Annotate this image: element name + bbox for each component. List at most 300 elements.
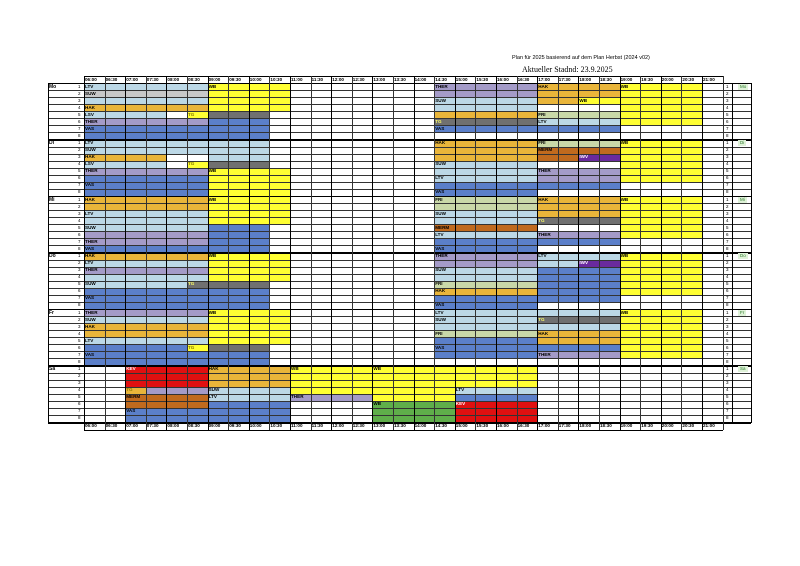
grid-line: [558, 76, 559, 430]
grid-line: [48, 401, 751, 402]
row-number: 5: [78, 168, 81, 174]
row-number-right: 3: [726, 210, 729, 216]
block-label: FRI: [538, 111, 546, 117]
time-label: 17:00: [538, 76, 550, 82]
block-label: VAS: [126, 408, 136, 414]
row-number-right: 2: [726, 373, 729, 379]
grid-line: [84, 430, 723, 431]
block-label: LSV: [85, 161, 94, 167]
row-number-right: 8: [726, 245, 729, 251]
schedule-block[interactable]: [434, 316, 537, 323]
row-number-right: 5: [726, 224, 729, 230]
row-number: 6: [78, 288, 81, 294]
block-label: HAK: [85, 323, 95, 329]
grid-line: [48, 210, 751, 211]
schedule-block[interactable]: [434, 90, 537, 97]
block-label: WB: [208, 196, 217, 202]
row-number: 4: [78, 330, 81, 336]
block-label: THER: [291, 394, 304, 400]
time-label: 09:00: [208, 76, 221, 82]
block-label: SUW: [85, 224, 96, 230]
schedule-block[interactable]: [434, 97, 537, 104]
grid-line: [48, 161, 751, 162]
block-label: VAS: [85, 182, 95, 188]
time-label: 16:00: [497, 76, 509, 82]
time-label: 10:30: [270, 76, 283, 82]
block-label: SUW: [435, 267, 446, 273]
grid-line: [48, 147, 751, 148]
row-number: 6: [78, 401, 81, 407]
row-number: 6: [78, 175, 81, 181]
block-label: LTV: [85, 83, 94, 89]
row-number-right: 2: [726, 147, 729, 153]
time-label: 12:00: [332, 76, 344, 82]
schedule-block[interactable]: [434, 344, 537, 351]
grid-line: [48, 415, 751, 416]
time-label: 20:00: [661, 76, 674, 82]
row-number: 3: [78, 210, 81, 216]
time-label: 12:30: [352, 423, 365, 428]
row-number: 4: [78, 217, 81, 223]
row-number-right: 3: [726, 154, 729, 160]
grid-line: [732, 83, 733, 423]
grid-line: [48, 274, 751, 275]
schedule-block[interactable]: [208, 344, 270, 351]
schedule-block[interactable]: [434, 337, 537, 344]
block-label: WB: [620, 83, 629, 89]
row-number: 1: [78, 366, 81, 371]
grid-line: [48, 253, 751, 254]
block-label: SUW: [435, 316, 446, 322]
time-label: 20:30: [682, 423, 695, 428]
block-label: VAS: [85, 351, 95, 357]
time-label: 10:00: [249, 423, 262, 428]
block-label: HAK: [435, 140, 446, 145]
schedule-block[interactable]: [434, 161, 537, 168]
time-label: 11:30: [311, 76, 324, 82]
grid-line: [434, 76, 435, 430]
schedule-block[interactable]: [434, 288, 537, 295]
schedule-block[interactable]: [434, 182, 537, 189]
block-label: TG: [538, 316, 545, 322]
schedule-block[interactable]: [434, 302, 537, 309]
grid-line: [48, 260, 751, 261]
row-number-right: 1: [726, 140, 729, 145]
block-label: WB: [620, 140, 629, 145]
grid-line: [661, 76, 662, 430]
grid-line: [48, 394, 751, 395]
time-label: 20:30: [682, 76, 695, 82]
grid-line: [48, 238, 751, 239]
schedule-block[interactable]: [434, 111, 537, 118]
block-label: SUW: [435, 161, 446, 167]
day-tag: Fr: [740, 309, 745, 315]
time-label: 11:00: [291, 76, 303, 82]
row-number: 6: [78, 231, 81, 237]
grid-line: [599, 76, 600, 430]
time-label: 06:30: [105, 423, 118, 428]
block-label: TG: [435, 118, 442, 124]
grid-line: [125, 76, 126, 430]
grid-line: [48, 224, 751, 225]
schedule-block[interactable]: [434, 351, 537, 358]
schedule-block[interactable]: [434, 281, 537, 288]
schedule-block[interactable]: [434, 118, 537, 125]
time-label: 10:30: [270, 423, 283, 428]
grid-line: [414, 76, 415, 430]
schedule-block[interactable]: [208, 245, 270, 252]
block-label: LTV: [85, 140, 94, 145]
row-number-right: 7: [726, 408, 729, 414]
grid-line: [48, 140, 751, 141]
schedule-block[interactable]: [208, 288, 270, 295]
schedule-block[interactable]: [434, 295, 537, 302]
block-label: LTV: [85, 260, 94, 266]
grid-line: [48, 337, 751, 338]
day-tag: Mi: [740, 196, 745, 202]
block-label: VAS: [435, 302, 445, 308]
schedule-block[interactable]: [208, 111, 270, 118]
row-number: 7: [78, 125, 81, 131]
row-number: 1: [78, 196, 81, 202]
block-label: WB: [291, 366, 299, 371]
block-label: THER: [435, 253, 448, 258]
block-label: TG: [126, 387, 133, 393]
block-label: WB: [373, 366, 382, 371]
schedule-block[interactable]: [84, 281, 187, 288]
row-number: 5: [78, 111, 81, 117]
grid-line: [517, 76, 518, 430]
row-number-right: 8: [726, 415, 729, 421]
row-number-right: 4: [726, 274, 729, 280]
row-number-right: 3: [726, 380, 729, 386]
row-number: 7: [78, 295, 81, 301]
day-tag: Do: [740, 253, 746, 258]
grid-line: [48, 358, 751, 359]
grid-line: [166, 76, 167, 430]
grid-line: [48, 132, 751, 133]
time-label: 16:30: [517, 423, 530, 428]
block-label: SUW: [435, 210, 446, 216]
grid-line: [48, 154, 751, 155]
grid-line: [48, 168, 751, 169]
block-label: VAS: [435, 125, 445, 131]
block-label: HAK: [85, 104, 95, 110]
time-label: 08:00: [167, 76, 180, 82]
row-number-right: 7: [726, 125, 729, 131]
schedule-block[interactable]: [434, 125, 537, 132]
row-number-right: 1: [726, 196, 729, 202]
time-label: 06:00: [85, 76, 97, 82]
grid-line: [48, 189, 751, 190]
time-label: 21:00: [703, 423, 715, 428]
block-label: KEV: [126, 366, 136, 371]
row-number-right: 5: [726, 111, 729, 117]
block-label: LTV: [435, 231, 444, 237]
grid-line: [352, 76, 353, 430]
schedule-block[interactable]: [434, 196, 537, 203]
block-label: SUW: [85, 281, 96, 287]
time-label: 15:30: [476, 423, 489, 428]
day-label: Fr: [49, 309, 54, 316]
block-label: LSV: [85, 111, 94, 117]
schedule-block[interactable]: [434, 83, 537, 90]
row-number-right: 2: [726, 260, 729, 266]
row-number-right: 7: [726, 182, 729, 188]
schedule-block[interactable]: [208, 125, 270, 132]
grid-line: [48, 231, 751, 232]
row-number: 1: [78, 309, 81, 315]
row-number: 4: [78, 274, 81, 280]
grid-line: [681, 76, 682, 430]
block-label: HAK: [85, 154, 95, 160]
row-number-right: 4: [726, 161, 729, 167]
row-number: 1: [78, 83, 81, 89]
time-label: 17:30: [558, 423, 571, 428]
time-label: 13:30: [394, 423, 406, 428]
row-number-right: 6: [726, 344, 729, 350]
block-label: LTV: [85, 210, 94, 216]
row-number-right: 2: [726, 316, 729, 322]
grid-line: [496, 76, 497, 430]
schedule-block[interactable]: [208, 154, 270, 161]
grid-line: [331, 76, 332, 430]
grid-line: [48, 281, 751, 282]
grid-line: [48, 380, 751, 381]
schedule-block[interactable]: [434, 203, 537, 210]
schedule-block[interactable]: [84, 344, 187, 351]
schedule-block[interactable]: [434, 210, 537, 217]
schedule-block[interactable]: [434, 245, 537, 252]
row-number: 3: [78, 97, 81, 103]
grid-line: [640, 76, 641, 430]
block-label: VAS: [435, 344, 445, 350]
grid-line: [48, 387, 751, 388]
row-number-right: 6: [726, 118, 729, 124]
time-label: 17:00: [538, 423, 550, 428]
grid-line: [393, 76, 394, 430]
schedule-block[interactable]: [434, 260, 537, 267]
time-label: 18:30: [600, 423, 612, 428]
block-label: LTV: [435, 309, 444, 315]
schedule-block[interactable]: [208, 358, 270, 365]
schedule-block[interactable]: [434, 224, 537, 231]
schedule-block[interactable]: [208, 302, 270, 309]
schedule-block[interactable]: [208, 132, 270, 139]
row-number-right: 7: [726, 238, 729, 244]
grid-line: [48, 175, 751, 176]
block-label: HAK: [538, 196, 549, 202]
schedule-block[interactable]: [434, 175, 537, 182]
schedule-block[interactable]: [208, 281, 270, 288]
grid-line: [48, 90, 751, 91]
row-number: 8: [78, 358, 81, 364]
row-number-right: 3: [726, 323, 729, 329]
time-label: 09:00: [208, 423, 221, 428]
schedule-block[interactable]: [208, 295, 270, 302]
row-number-right: 1: [726, 83, 729, 89]
row-number-right: 5: [726, 168, 729, 174]
row-number-right: 8: [726, 189, 729, 195]
schedule-block[interactable]: [208, 238, 270, 245]
schedule-block[interactable]: [434, 309, 537, 316]
row-number: 1: [78, 140, 81, 145]
schedule-block[interactable]: [434, 274, 537, 281]
time-label: 16:00: [497, 423, 509, 428]
block-label: VAS: [435, 245, 445, 251]
schedule-block[interactable]: [208, 351, 270, 358]
time-label: 08:30: [188, 76, 200, 82]
row-number: 7: [78, 351, 81, 357]
schedule-block[interactable]: [434, 154, 537, 161]
grid-line: [311, 76, 312, 430]
block-label: WB: [208, 253, 217, 258]
block-label: FRI: [435, 330, 443, 336]
schedule-block[interactable]: [434, 231, 537, 238]
grid-line: [48, 104, 751, 105]
schedule-block[interactable]: [434, 104, 537, 111]
row-number: 2: [78, 316, 81, 322]
row-number: 2: [78, 373, 81, 379]
block-label: FRI: [435, 196, 443, 202]
time-label: 20:00: [661, 423, 674, 428]
block-label: WB: [208, 309, 217, 315]
schedule-block[interactable]: [434, 189, 537, 196]
block-label: SUW: [435, 97, 446, 103]
block-label: WB: [620, 309, 629, 315]
schedule-block[interactable]: [434, 147, 537, 154]
grid-line: [105, 76, 106, 430]
grid-line: [48, 203, 751, 204]
day-tag: Di: [740, 140, 745, 145]
schedule-block[interactable]: [434, 267, 537, 274]
block-label: LTV: [208, 394, 217, 400]
block-label: LTV: [538, 253, 547, 258]
row-number: 8: [78, 415, 81, 421]
row-number-right: 6: [726, 175, 729, 181]
day-label: Di: [49, 140, 54, 146]
row-number: 4: [78, 387, 81, 393]
day-label: Do: [49, 253, 56, 259]
row-number: 3: [78, 323, 81, 329]
grid-line: [48, 373, 751, 374]
schedule-block[interactable]: [208, 231, 270, 238]
schedule-block[interactable]: [208, 147, 270, 154]
time-label: 08:00: [167, 423, 180, 428]
block-label: THER: [85, 118, 98, 124]
time-label: 08:30: [188, 423, 200, 428]
plan-subtitle: Plan für 2025 basierend auf dem Plan Herbst (2024 v02): [512, 55, 650, 61]
block-label: THER: [85, 309, 98, 315]
block-label: HAK: [538, 330, 549, 336]
grid-line: [48, 309, 751, 310]
block-label: LTV: [85, 337, 94, 343]
block-label: MERM: [435, 224, 450, 230]
block-label: SUW: [85, 90, 96, 96]
block-label: VAS: [85, 125, 95, 131]
row-number: 7: [78, 238, 81, 244]
schedule-block[interactable]: [208, 118, 270, 125]
time-label: 19:00: [620, 423, 633, 428]
schedule-block[interactable]: [434, 330, 537, 337]
time-label: 07:00: [126, 76, 138, 82]
time-label: 13:00: [373, 423, 386, 428]
row-number-right: 7: [726, 295, 729, 301]
schedule-block[interactable]: [434, 140, 537, 147]
block-label: IWV: [579, 260, 589, 266]
block-label: THER: [538, 231, 551, 237]
block-label: THER: [538, 351, 551, 357]
grid-line: [48, 83, 751, 84]
row-number: 7: [78, 408, 81, 414]
schedule-block[interactable]: [434, 253, 537, 260]
grid-line: [48, 330, 751, 331]
row-number-right: 4: [726, 217, 729, 223]
block-label: THER: [435, 83, 448, 89]
schedule-block[interactable]: [208, 161, 270, 168]
row-number-right: 5: [726, 394, 729, 400]
day-label: Sa: [49, 366, 56, 372]
schedule-block[interactable]: [434, 217, 537, 224]
row-number-right: 8: [726, 302, 729, 308]
time-label: 15:00: [455, 76, 468, 82]
row-number-right: 1: [726, 366, 729, 371]
row-number: 6: [78, 118, 81, 124]
day-label: Mo: [49, 83, 57, 90]
block-label: VAS: [435, 189, 445, 195]
grid-line: [48, 196, 751, 197]
current-status: Aktueller Stadnd: 23.9.2025: [522, 65, 613, 74]
schedule-block[interactable]: [208, 140, 270, 147]
block-label: LTV: [538, 118, 547, 124]
time-label: 07:30: [146, 76, 159, 82]
row-number-right: 8: [726, 358, 729, 364]
grid-line: [269, 76, 270, 430]
time-label: 14:30: [435, 423, 447, 428]
schedule-block[interactable]: [434, 323, 537, 330]
row-number-right: 7: [726, 351, 729, 357]
grid-line: [702, 76, 703, 430]
block-label: TG: [188, 281, 195, 287]
row-number: 3: [78, 380, 81, 386]
schedule-block[interactable]: [434, 238, 537, 245]
time-label: 07:00: [126, 423, 138, 428]
row-number: 5: [78, 394, 81, 400]
row-number-right: 6: [726, 288, 729, 294]
time-label: 14:30: [435, 76, 447, 82]
block-label: VAS: [85, 295, 95, 301]
row-number: 5: [78, 337, 81, 343]
row-number: 5: [78, 281, 81, 287]
time-label: 07:30: [146, 423, 159, 428]
row-number: 2: [78, 260, 81, 266]
time-label: 06:30: [105, 76, 118, 82]
time-label: 18:00: [579, 423, 592, 428]
time-label: 06:00: [85, 423, 97, 428]
row-number: 8: [78, 302, 81, 308]
schedule-block[interactable]: [434, 168, 537, 175]
row-number: 1: [78, 253, 81, 258]
grid-line: [48, 316, 751, 317]
row-number: 3: [78, 154, 81, 160]
time-label: 13:00: [373, 76, 386, 82]
grid-line: [578, 76, 579, 430]
block-label: WB: [620, 253, 629, 258]
schedule-block[interactable]: [208, 224, 270, 231]
grid-line: [48, 351, 751, 352]
block-label: FRI: [538, 140, 546, 145]
grid-line: [146, 76, 147, 430]
